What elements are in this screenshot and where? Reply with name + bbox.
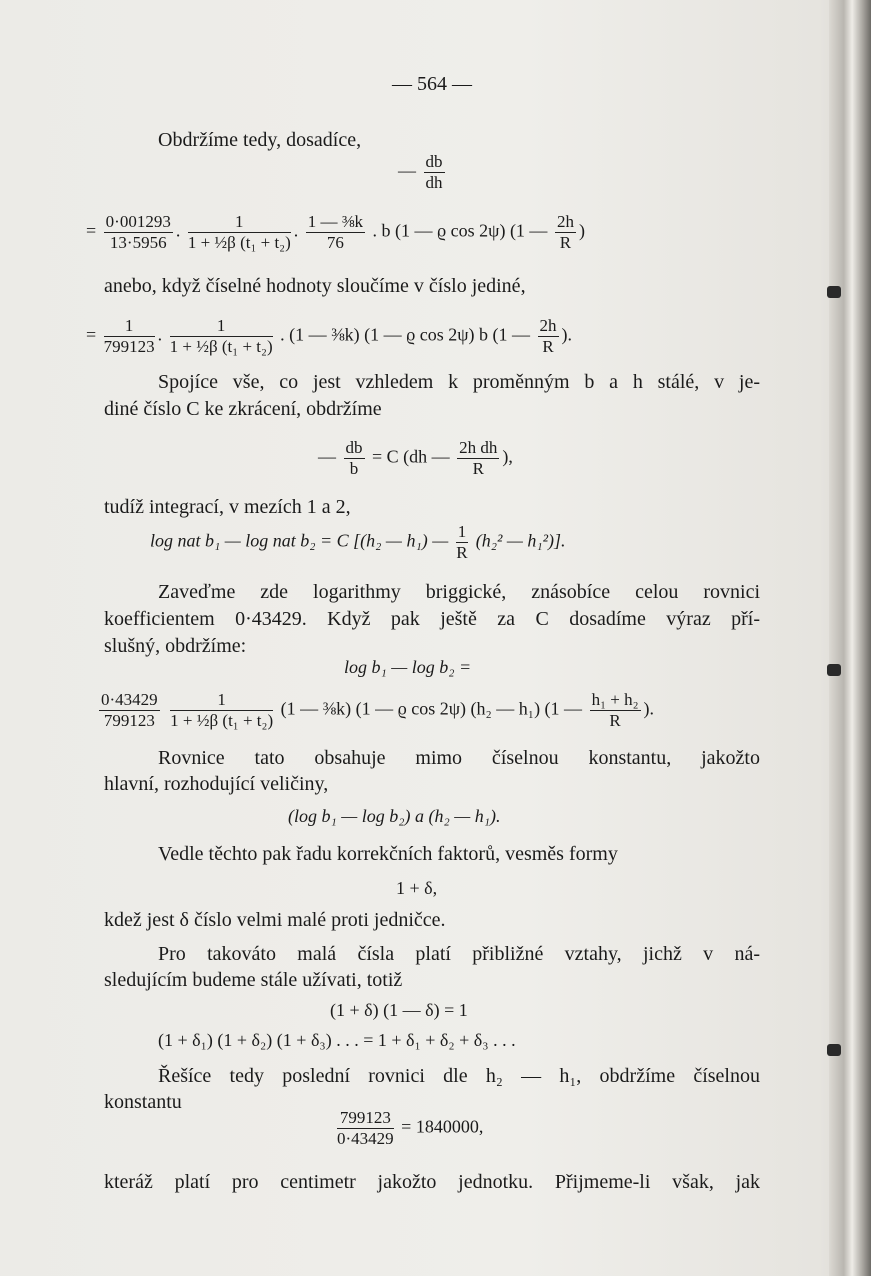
- fraction: [306, 212, 365, 253]
- minus-sign: —: [318, 446, 336, 467]
- equation-text: log nat b₁ — log nat b₂ = C [(h₂ — h₁) —: [150, 530, 449, 551]
- text-line: Spojíce vše, co jest vzhledem k proměnným b a h stálé, v je-: [158, 371, 760, 393]
- equation-text: ),: [502, 446, 513, 467]
- denominator: 1 + ½β (t₁ + t₂): [187, 233, 291, 252]
- equation-11: [158, 1028, 768, 1052]
- equation-text: = 1840000,: [401, 1116, 484, 1137]
- text-line: Rovnice tato obsahuje mimo číselnou konstantu, jakožto: [158, 747, 760, 769]
- denominator: R: [542, 337, 554, 356]
- numerator: 2h dh: [459, 438, 498, 457]
- page-number: — 564 —: [392, 73, 472, 95]
- fraction: [99, 690, 160, 731]
- numerator: 2h: [556, 212, 574, 231]
- text-line: tudíž integrací, v mezích 1 a 2,: [104, 496, 351, 518]
- fraction: [170, 316, 273, 357]
- equation-text: . (1 — ⅜k) (1 — ϱ cos 2ψ) b (1 —: [280, 324, 530, 345]
- numerator: 1: [104, 316, 155, 337]
- equation-6: [344, 655, 644, 679]
- text-line: diné číslo C ke zkrácení, obdržíme: [104, 398, 382, 420]
- numerator: db: [425, 152, 443, 171]
- minus-sign: —: [398, 160, 416, 181]
- equation-7: [96, 690, 776, 731]
- equation-text: (1 + δ) (1 — δ) = 1: [330, 1000, 468, 1020]
- fraction: [590, 690, 641, 731]
- text-line: Obdržíme tedy, dosadíce,: [158, 129, 362, 151]
- equals-sign: =: [86, 220, 97, 241]
- equation-text: (h₂² — h₁²)].: [475, 530, 566, 551]
- equation-text: (log b₁ — log b₂) a (h₂ — h₁).: [288, 806, 501, 826]
- equation-8: [288, 804, 648, 828]
- equation-4: [318, 438, 658, 479]
- equation-text: ).: [643, 698, 655, 719]
- denominator: R: [609, 711, 621, 730]
- fraction: [344, 438, 365, 479]
- equation-text: 1 + δ,: [396, 878, 438, 898]
- text-line: slušný, obdržíme:: [104, 635, 247, 657]
- page-edge: [829, 0, 871, 1276]
- denominator: b: [349, 459, 359, 478]
- equation-text: ): [578, 220, 585, 241]
- text-line: anebo, když číselné hodnoty sloučíme v číslo jediné,: [104, 275, 526, 297]
- text-line: Vedle těchto pak řadu korrekčních faktorů, vesměs formy: [158, 843, 618, 865]
- numerator: 1: [170, 316, 273, 337]
- denominator: R: [559, 233, 572, 252]
- fraction: [170, 690, 273, 731]
- numerator: 0·001293: [105, 212, 171, 231]
- fraction: [424, 152, 445, 193]
- equation-text: ).: [561, 324, 572, 345]
- equation-3: = $\frac{1}{799123}$ . $\frac{1}{\text{1 + ½β (t₁ + t₂)}}$ . (1 — ⅜k) (1 — ϱ cos 2ψ) b (1 — $\frac{2h}{R}$ ).: [86, 316, 572, 356]
- equation-text: (1 — ⅜k) (1 — ϱ cos 2ψ) (h₂ — h₁) (1 —: [280, 698, 583, 719]
- fraction: [104, 212, 173, 253]
- denominator: 799123: [103, 711, 155, 730]
- denominator: 13·5956: [109, 233, 167, 252]
- equation-5: [150, 522, 770, 563]
- equation-10: [330, 998, 630, 1022]
- binding-mark: [827, 1044, 841, 1056]
- equation-text: log b₁ — log b₂ =: [344, 657, 472, 677]
- equation-2: = $\frac{0\cdot 001293}{13\cdot 5956}$ . $\frac{1}{\text{1 + ½β (t₁ + t₂)}}$ . $\frac{\text{1 — ⅜k}}{76}$ . b (1 — ϱ cos 2ψ) (1 — $\frac{2h}{R}$ ): [86, 212, 585, 252]
- text-line: kteráž platí pro centimetr jakožto jednotku. Přijmeme-li však, jak: [104, 1171, 760, 1193]
- binding-mark: [827, 664, 841, 676]
- denominator: 76: [326, 233, 344, 252]
- text-line: sledujícím budeme stále užívati, totiž: [104, 969, 403, 991]
- fraction: [457, 438, 499, 479]
- equation-12: [334, 1108, 634, 1149]
- denominator: 1 + ½β (t₁ + t₂): [169, 337, 273, 356]
- fraction: [456, 522, 469, 563]
- numerator: 1: [188, 212, 291, 233]
- fraction: [104, 316, 155, 357]
- equation-9: [396, 876, 536, 900]
- text-line: kdež jest δ číslo velmi malé proti jedničce.: [104, 909, 446, 931]
- denominator: 1 + ½β (t₁ + t₂): [170, 711, 274, 730]
- equation-text: . b (1 — ϱ cos 2ψ) (1 —: [372, 220, 548, 241]
- numerator: 1: [170, 690, 273, 711]
- numerator: 799123: [337, 1108, 394, 1129]
- text-line: Řešíce tedy poslední rovnici dle h₂ — h₁, obdržíme číselnou: [158, 1065, 760, 1087]
- fraction: [538, 316, 559, 357]
- equals-sign: =: [86, 324, 97, 345]
- fraction: [337, 1108, 394, 1149]
- equation-text: (1 + δ₁) (1 + δ₂) (1 + δ₃) . . . = 1 + δ₁ + δ₂ + δ₃ . . .: [158, 1030, 516, 1050]
- denominator: 799123: [103, 337, 155, 356]
- binding-mark: [827, 286, 841, 298]
- text-line: hlavní, rozhodující veličiny,: [104, 773, 329, 795]
- numerator: 1 — ⅜k: [307, 212, 364, 231]
- numerator: 1: [457, 522, 467, 541]
- text-line: konstantu: [104, 1091, 182, 1113]
- text-line: Pro takováto malá čísla platí přibližné vztahy, jichž v ná-: [158, 943, 760, 965]
- equation-1: [398, 152, 598, 193]
- denominator: R: [472, 459, 484, 478]
- text-line: Zaveďme zde logarithmy briggické, znásobíce celou rovnici: [158, 581, 760, 603]
- fraction: [188, 212, 291, 253]
- numerator: h₁ + h₂: [591, 690, 639, 709]
- numerator: 0·43429: [101, 690, 158, 709]
- fraction: [555, 212, 576, 253]
- denominator: R: [456, 543, 468, 562]
- numerator: 2h: [539, 316, 557, 335]
- equation-text: = C (dh —: [372, 446, 450, 467]
- text-line: koefficientem 0·43429. Když pak ještě za C dosadíme výraz pří-: [104, 608, 760, 630]
- denominator: 0·43429: [337, 1129, 394, 1148]
- numerator: db: [345, 438, 363, 457]
- denominator: dh: [425, 173, 443, 192]
